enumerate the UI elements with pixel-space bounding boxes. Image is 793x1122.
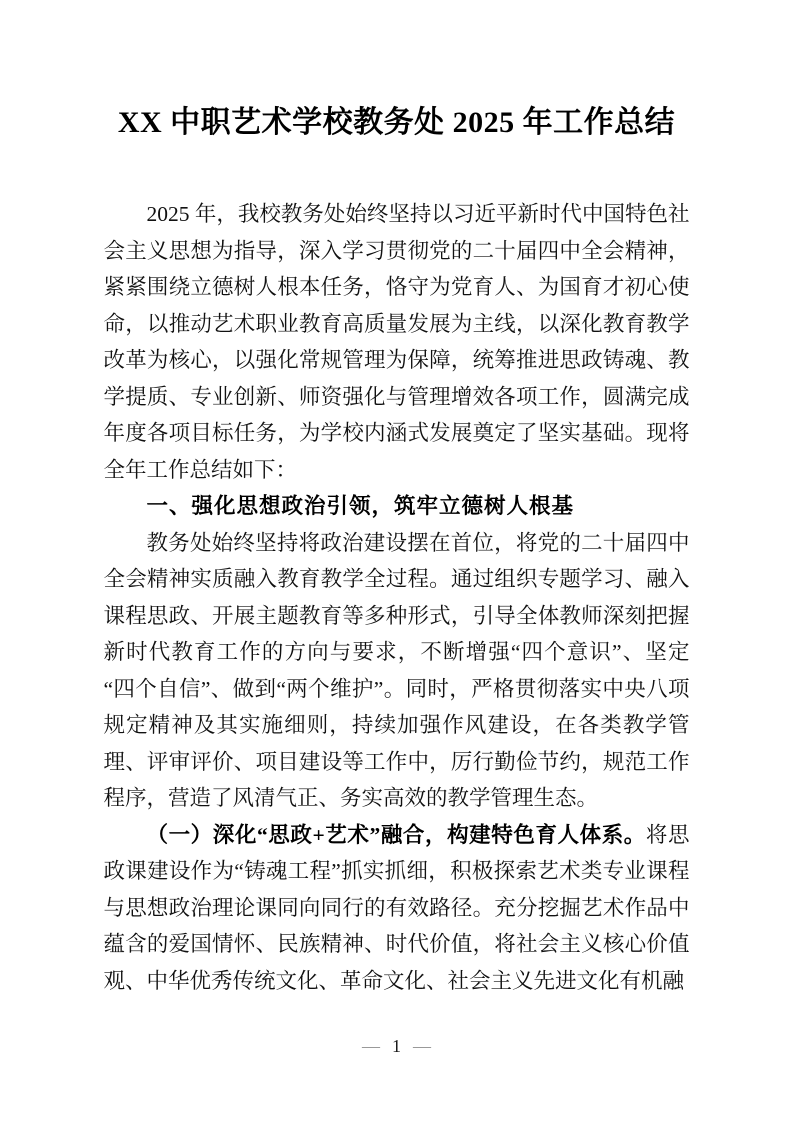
section-1-heading: 一、强化思想政治引领，筑牢立德树人根基: [146, 494, 575, 518]
document-title: XX 中职艺术学校教务处 2025 年工作总结: [117, 106, 676, 139]
subsection-1-lead: （一）深化“思政+艺术”融合，构建特色育人体系。: [146, 822, 646, 847]
footer-dash-left: —: [362, 1036, 380, 1056]
document-body: [104, 196, 690, 999]
intro-paragraph: 2025 年，我校教务处始终坚持以习近平新时代中国特色社会主义思想为指导，深入学习贯彻党的二十届四中全会精神，紧紧围绕立德树人根本任务，恪守为党育人、为国育才初心使命，以推动艺术职业教育高质量发展为主线，以深化教育教学改革为核心，以强化常规管理为保障，统筹推进思政铸魂、教学提质、专业创新、师资强化与管理增效各项工作，圆满完成年度各项目标任务，为学校内涵式发展奠定了坚实基础。现将全年工作总结如下：: [103, 202, 690, 482]
page-footer: [0, 1034, 793, 1058]
section-1-paragraph: 教务处始终坚持将政治建设摆在首位，将党的二十届四中全会精神实质融入教育教学全过程。通过组织专题学习、融入课程思政、开展主题教育等多种形式，引导全体教师深刻把握新时代教育工作的方向与要求，不断增强“四个意识”、坚定“四个自信”、做到“两个维护”。同时，严格贯彻落实中央八项规定精神及其实施细则，持续加强作风建设，在各类教学管理、评审评价、项目建设等工作中，厉行勤俭节约，规范工作程序，营造了风清气正、务实高效的教学管理生态。: [103, 530, 690, 810]
subsection-1-paragraph: [104, 817, 690, 1000]
footer-dash-right: —: [413, 1036, 431, 1056]
page-number: 1: [392, 1036, 401, 1056]
subsection-1-text: 将思政课建设作为“铸魂工程”抓实抓细，积极探索艺术类专业课程与思想政治理论课同向同行的有效路径。充分挖掘艺术作品中蕴含的爱国情怀、民族精神、时代价值，将社会主义核心价值观、中华优秀传统文化、革命文化、社会主义先进文化有机融: [103, 822, 690, 993]
